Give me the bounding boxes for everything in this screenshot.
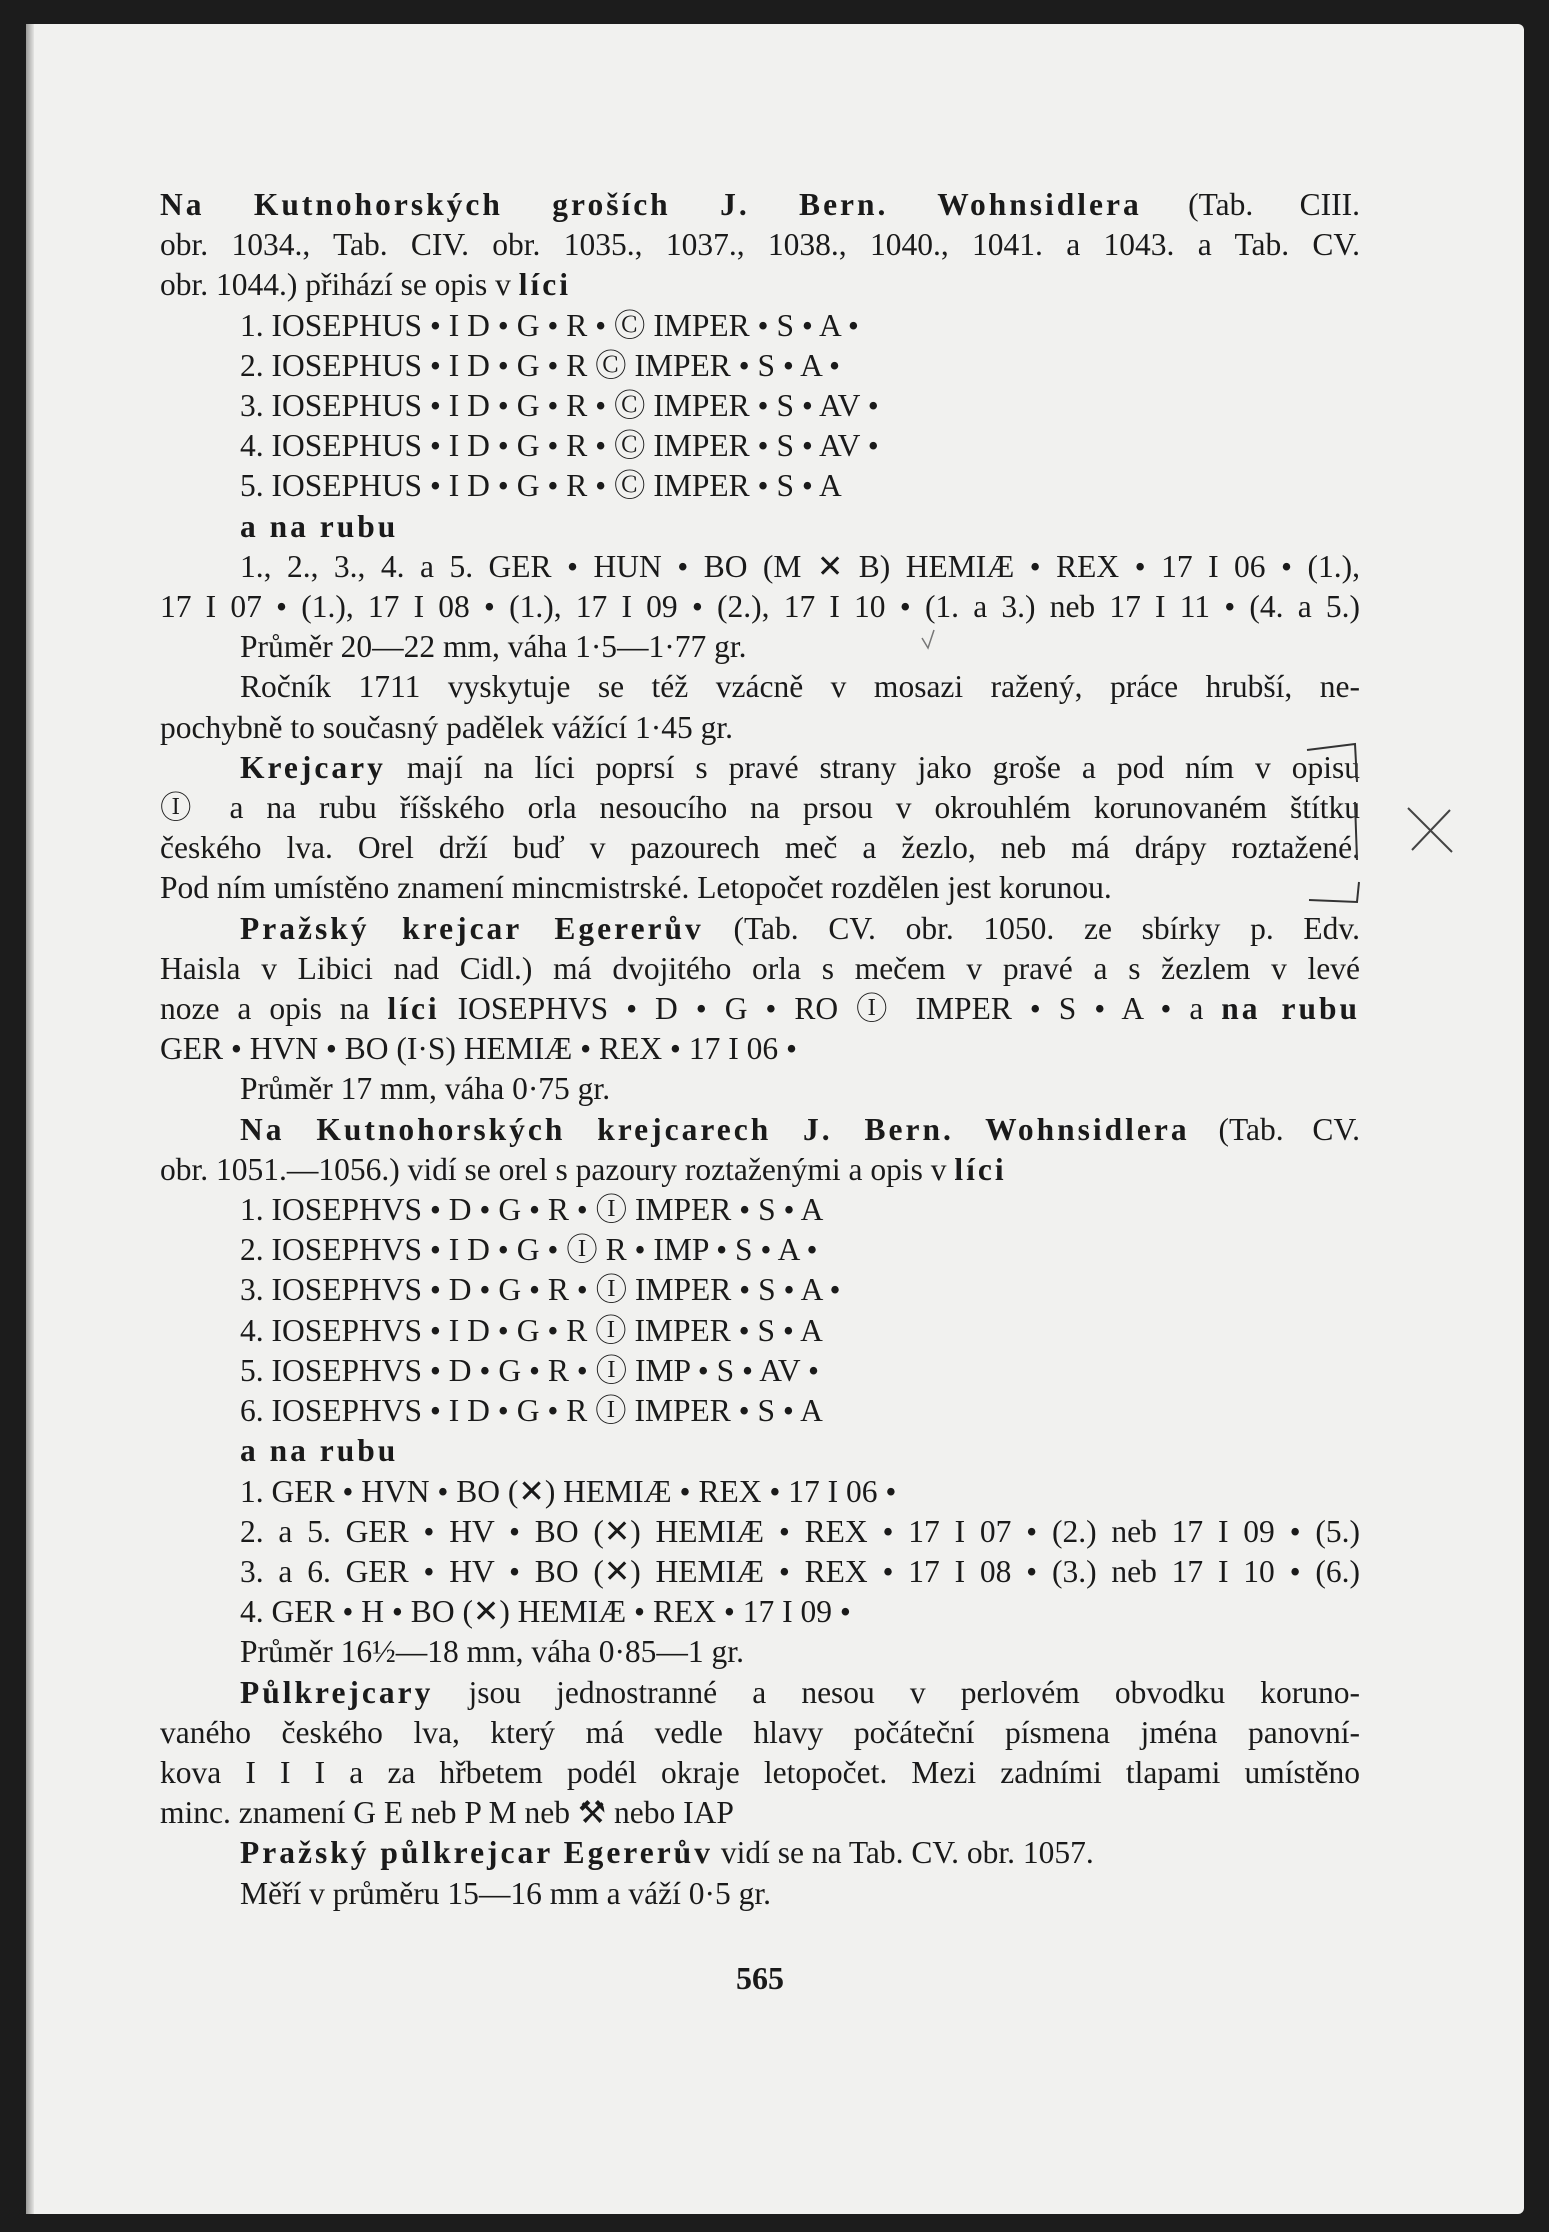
text-segment: obr. 1034., Tab. CIV. obr. 1035., 1037., 1038., 1040., 1041. a 1043. a Tab. CV. <box>160 227 1360 263</box>
text-line <box>160 1270 1360 1310</box>
text-segment: 2. IOSEPHVS • I D • G • Ⓘ R • IMP • S • A • <box>240 1232 818 1268</box>
text-segment: mají na líci poprsí s pravé strany jako groše a pod ním v opisu <box>385 749 1360 785</box>
text-line <box>160 1833 1360 1873</box>
text-segment: 1. IOSEPHVS • D • G • R • Ⓘ IMPER • S • A <box>240 1192 824 1228</box>
text-line <box>160 1472 1360 1512</box>
text-segment: 1. IOSEPHUS • I D • G • R • Ⓒ IMPER • S • A • <box>240 307 859 343</box>
text-segment: Průměr 20—22 mm, váha 1·5—1·77 gr. <box>240 629 747 665</box>
text-segment: IOSEPHVS • D • G • RO Ⓘ IMPER • S • A • a <box>439 991 1222 1027</box>
text-segment: Měří v průměru 15—16 mm a váží 0·5 gr. <box>240 1875 772 1911</box>
binding-edge <box>26 24 34 2214</box>
emphasized-text: Pražský půlkrejcar Egererův <box>240 1835 713 1871</box>
emphasized-text: na rubu <box>1221 991 1360 1027</box>
text-segment: 1., 2., 3., 4. a 5. GER • HUN • BO (M ✕ B) HEMIÆ • REX • 17 I 06 • (1.), <box>240 548 1360 584</box>
text-segment: 17 I 07 • (1.), 17 I 08 • (1.), 17 I 09 • (2.), 17 I 10 • (1. a 3.) neb 17 I 11 • (4. a 5.) <box>160 589 1360 625</box>
text-segment: Průměr 16½—18 mm, váha 0·85—1 gr. <box>240 1634 744 1670</box>
text-segment: Ročník 1711 vyskytuje se též vzácně v mosazi ražený, práce hrubší, ne- <box>240 669 1360 705</box>
body-text <box>160 185 1360 1914</box>
text-segment: 3. IOSEPHVS • D • G • R • Ⓘ IMPER • S • A • <box>240 1272 841 1308</box>
text-segment: 5. IOSEPHUS • I D • G • R • Ⓒ IMPER • S • A <box>240 468 842 504</box>
text-segment: (Tab. CIII. <box>1141 187 1360 222</box>
text-line <box>160 265 1360 305</box>
emphasized-text: Pražský krejcar Egererův <box>240 910 704 946</box>
text-segment: 6. IOSEPHVS • I D • G • R Ⓘ IMPER • S • A <box>240 1393 823 1429</box>
text-segment: 1. GER • HVN • BO (✕) HEMIÆ • REX • 17 I 06 • <box>240 1473 897 1509</box>
text-line <box>160 225 1360 265</box>
text-line <box>160 1673 1360 1713</box>
text-line <box>160 667 1360 707</box>
text-segment: 2. a 5. GER • HV • BO (✕) HEMIÆ • REX • 17 I 07 • (2.) neb 17 I 09 • (5.) <box>240 1513 1360 1549</box>
text-segment: Průměr 17 mm, váha 0·75 gr. <box>240 1071 611 1107</box>
text-segment: 5. IOSEPHVS • D • G • R • Ⓘ IMP • S • AV • <box>240 1352 819 1388</box>
emphasized-text: Na Kutnohorských krejcarech J. Bern. Wohnsidlera <box>240 1111 1190 1147</box>
text-line <box>160 788 1360 828</box>
page-number: 565 <box>736 1960 784 1996</box>
text-line <box>160 708 1360 748</box>
text-line <box>160 587 1360 627</box>
text-segment: 4. IOSEPHVS • I D • G • R Ⓘ IMPER • S • A <box>240 1312 823 1348</box>
text-line <box>160 1351 1360 1391</box>
text-segment: (Tab. CV. obr. 1050. ze sbírky p. Edv. <box>703 910 1360 946</box>
text-line <box>160 1230 1360 1270</box>
margin-bracket-mark <box>1305 742 1365 912</box>
text-line <box>160 1431 1360 1471</box>
text-segment: 3. IOSEPHUS • I D • G • R • Ⓒ IMPER • S • AV • <box>240 388 879 424</box>
text-line <box>160 426 1360 466</box>
text-line <box>160 748 1360 788</box>
text-segment: českého lva. Orel drží buď v pazourech meč a žezlo, neb má drápy roztažené. <box>160 830 1360 866</box>
text-segment: (Tab. CV. <box>1189 1111 1361 1147</box>
text-line <box>160 185 1360 225</box>
text-line <box>160 1029 1360 1069</box>
text-line <box>160 1190 1360 1230</box>
emphasized-text: Krejcary <box>240 749 386 785</box>
emphasized-text: Půlkrejcary <box>240 1674 434 1710</box>
text-line <box>160 868 1360 908</box>
text-segment: jsou jednostranné a nesou v perlovém obvodku koruno- <box>433 1674 1360 1710</box>
text-segment: Ⓘ a na rubu říšského orla nesoucího na prsou v okrouhlém korunovaném štítku <box>160 790 1360 826</box>
text-segment: 3. a 6. GER • HV • BO (✕) HEMIÆ • REX • 17 I 08 • (3.) neb 17 I 10 • (6.) <box>240 1553 1360 1589</box>
text-line <box>160 507 1360 547</box>
text-segment: 2. IOSEPHUS • I D • G • R Ⓒ IMPER • S • A • <box>240 347 841 383</box>
emphasized-text: a na rubu <box>240 508 399 544</box>
text-line <box>160 1713 1360 1753</box>
text-line <box>160 1874 1360 1914</box>
text-segment: vaného českého lva, který má vedle hlavy počáteční písmena jména panovní- <box>160 1714 1360 1750</box>
text-line <box>160 346 1360 386</box>
emphasized-text: Na Kutnohorských groších J. Bern. Wohnsidlera <box>160 187 1142 222</box>
text-line <box>160 1632 1360 1672</box>
text-segment: kova I I I a za hřbetem podél okraje letopočet. Mezi zadními tlapami umístěno <box>160 1754 1360 1790</box>
text-line <box>160 1512 1360 1552</box>
text-line <box>160 627 1360 667</box>
text-line <box>160 466 1360 506</box>
text-segment: GER • HVN • BO (I·S) HEMIÆ • REX • 17 I 06 • <box>160 1031 797 1067</box>
text-segment: obr. 1051.—1056.) vidí se orel s pazoury roztaženými a opis v <box>160 1151 955 1187</box>
emphasized-text: líci <box>518 267 571 303</box>
pencil-tick-mark <box>918 628 938 652</box>
margin-cross-mark <box>1400 800 1460 860</box>
text-segment: minc. znamení G E neb P M neb ⚒ nebo IAP <box>160 1795 734 1831</box>
text-line <box>160 386 1360 426</box>
text-line <box>160 306 1360 346</box>
text-line <box>160 1753 1360 1793</box>
text-segment: 4. IOSEPHUS • I D • G • R • Ⓒ IMPER • S • AV • <box>240 428 879 464</box>
text-line <box>160 909 1360 949</box>
text-segment: pochybně to současný padělek vážící 1·45 gr. <box>160 709 733 745</box>
text-line <box>160 949 1360 989</box>
text-line <box>160 547 1360 587</box>
text-line <box>160 1793 1360 1833</box>
text-line <box>160 1592 1360 1632</box>
text-segment: noze a opis na <box>160 991 388 1027</box>
emphasized-text: a na rubu <box>240 1433 399 1469</box>
text-line <box>160 1110 1360 1150</box>
text-segment: vidí se na Tab. CV. obr. 1057. <box>712 1835 1094 1871</box>
text-segment: obr. 1044.) přihází se opis v <box>160 267 519 303</box>
emphasized-text: líci <box>954 1151 1007 1187</box>
text-line <box>160 1069 1360 1109</box>
text-segment: 4. GER • H • BO (✕) HEMIÆ • REX • 17 I 09 • <box>240 1594 851 1630</box>
text-segment: Haisla v Libici nad Cidl.) má dvojitého orla s mečem v pravé a s žezlem v levé <box>160 950 1360 986</box>
text-line <box>160 1552 1360 1592</box>
text-line <box>160 1311 1360 1351</box>
text-segment: Pod ním umístěno znamení mincmistrské. Letopočet rozdělen jest korunou. <box>160 870 1112 906</box>
emphasized-text: líci <box>387 991 440 1027</box>
text-line <box>160 828 1360 868</box>
text-line <box>160 1391 1360 1431</box>
text-line <box>160 989 1360 1029</box>
text-line <box>160 1150 1360 1190</box>
